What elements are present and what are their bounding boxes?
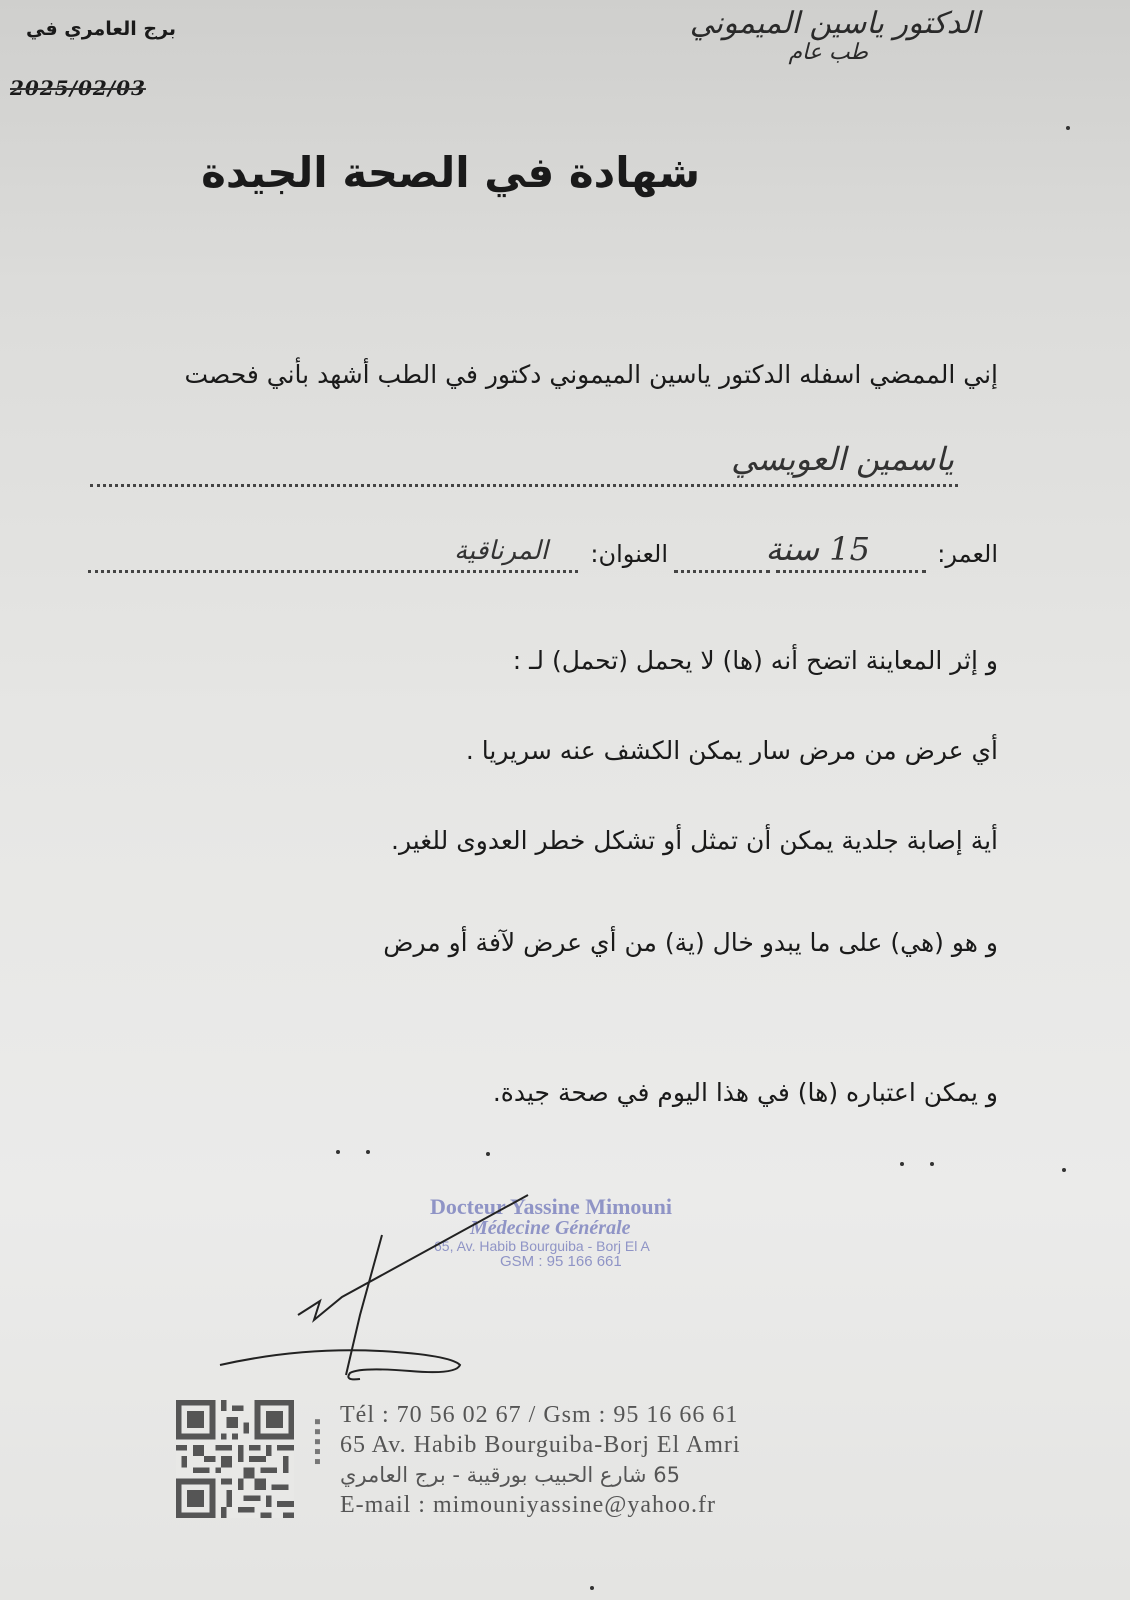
no-disease-line: أي عرض من مرض سار يمكن الكشف عنه سريريا . [465, 736, 998, 765]
address-label: العنوان: [590, 540, 668, 568]
age-address-row [88, 530, 998, 584]
address-value: المرناقية [454, 536, 548, 566]
handwritten-signature [210, 1165, 570, 1405]
speck [590, 1586, 594, 1590]
footer-phone: Tél : 70 56 02 67 / Gsm : 95 16 66 61 [340, 1402, 739, 1428]
speck [930, 1162, 934, 1166]
dotted-line [90, 484, 958, 487]
intro-line: إني الممضي اسفله الدكتور ياسين الميموني دكتور في الطب أشهد بأني فحصت [184, 360, 998, 389]
speck [900, 1162, 904, 1166]
certificate-title: شهادة في الصحة الجيدة [201, 148, 700, 197]
doctor-name: الدكتور ياسين الميموني [689, 6, 980, 41]
footer-address-arabic: 65 شارع الحبيب بورقيبة - برج العامري [340, 1463, 680, 1487]
no-skin-lesion-line: أية إصابة جلدية يمكن أن تمثل أو تشكل خطر العدوى للغير. [391, 826, 998, 855]
stamp-gsm: GSM : 95 166 661 [500, 1252, 622, 1270]
exam-result-line: و إثر المعاينة اتضح أنه (ها) لا يحمل (تحمل) لـ : [512, 646, 998, 675]
footer-email: E-mail : mimouniyassine@yahoo.fr [340, 1492, 717, 1518]
conclusion-line: و يمكن اعتباره (ها) في هذا اليوم في صحة جيدة. [492, 1078, 998, 1107]
dotted-line [88, 570, 578, 573]
vertical-print-mark: ▪ ▪ ▪ ▪ ▪ [312, 1418, 323, 1465]
doctor-specialty: طب عام [788, 40, 868, 65]
speck [1066, 126, 1070, 130]
speck [366, 1150, 370, 1154]
speck [486, 1152, 490, 1156]
qr-code [176, 1400, 294, 1518]
footer-contact [340, 1400, 810, 1520]
patient-name-row [90, 442, 998, 492]
stamp-name: Docteur Yassine Mimouni [430, 1194, 672, 1219]
age-label: العمر: [937, 540, 998, 568]
footer-address: 65 Av. Habib Bourguiba-Borj El Amri [340, 1432, 741, 1458]
stamp-specialty: Médecine Générale [470, 1217, 631, 1240]
healthy-line: و هو (هي) على ما يبدو خال (ية) من أي عرض لآفة أو مرض [383, 928, 998, 957]
patient-name: ياسمين العويسي [731, 440, 954, 478]
dotted-line [776, 570, 926, 573]
certificate-date: 2025/02/03 [10, 76, 146, 100]
speck [336, 1150, 340, 1154]
dotted-line [674, 570, 770, 573]
stamp-address: 65, Av. Habib Bourguiba - Borj El A [434, 1238, 650, 1255]
speck [1062, 1168, 1066, 1172]
age-value: 15 سنة [765, 530, 870, 568]
place-label: برج العامري في [26, 18, 177, 40]
